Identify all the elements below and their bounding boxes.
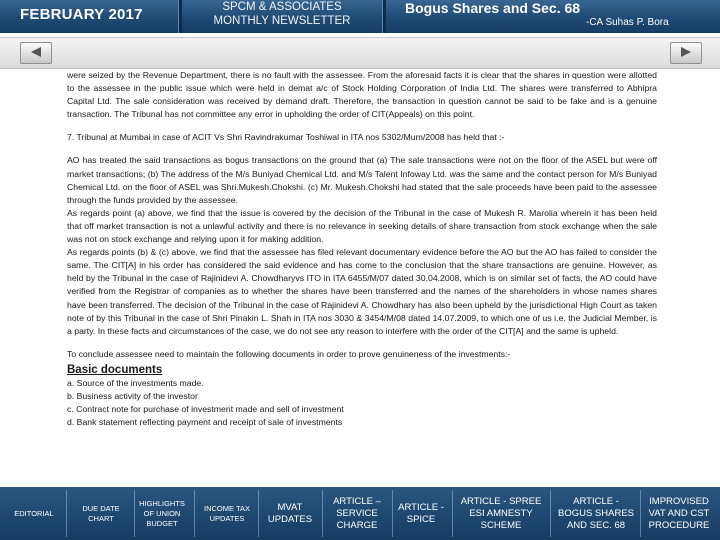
paragraph-mumbai-tribunal: 7. Tribunal at Mumbai in case of ACIT Vs Shri Ravindrakumar Toshiwal in ITA nos 5302/Mum/2008 has held that :- <box>67 132 505 143</box>
firm-name-line1: SPCM & ASSOCIATES <box>222 1 342 13</box>
footer-divider <box>452 490 453 537</box>
newsletter-month: FEBRUARY 2017 <box>20 6 143 23</box>
footer-divider <box>194 490 195 537</box>
footer-link-budget-highlights[interactable]: HIGHLIGHTS OF UNION BUDGET <box>139 498 185 528</box>
footer-link-due-date-chart[interactable]: DUE DATE CHART <box>82 503 120 523</box>
previous-page-button[interactable] <box>20 42 52 64</box>
basic-documents-heading: Basic documents <box>67 363 163 376</box>
footer-divider <box>66 490 67 537</box>
newsletter-header <box>0 0 720 33</box>
paragraph-ao-grounds: AO has treated the said transactions as bogus transactions on the ground that (a) The sale transactions were not on the floor of the ASEL but were off market transactions; (b) The address of the M/s Buniyad Chemical Ltd. and M/s Talent Infoway Ltd. was the same and the contact person for M/s Buniyad Chemical Ltd. on the floor of ASEL was Shri.Mukesh.Chokshi. (c) Mr. Mukesh.Chokshi had stated that the sale proceeds have been paid to the assessee through the funds provided by the assessee. <box>67 155 657 205</box>
paragraph-seizure-conclusion: were seized by the Revenue Department, there is no fault with the assessee. From the aforesaid facts it is clear that the shares in question were allotted to the assessee in the public issue which were held in demat a/c of Stock Holding Corporation of India Ltd. The shares were transferred to Abhipra Capital Ltd. The sale consideration was received by demand draft. Therefore, the transaction in question cannot be said to be fake and is a genuine transaction. The Tribunal has not committee any error in upholding the order of CIT(Appeals) on this point. <box>67 70 657 120</box>
header-divider <box>382 0 386 33</box>
footer-divider <box>258 490 259 537</box>
footer-link-mvat-updates[interactable]: MVAT UPDATES <box>267 501 313 525</box>
list-item: a. Source of the investments made. <box>67 377 204 388</box>
firm-name <box>184 0 380 28</box>
article-title: Bogus Shares and Sec. 68 <box>405 0 581 16</box>
footer-link-esi-amnesty[interactable]: ARTICLE - SPREE ESI AMNESTY SCHEME <box>460 495 542 531</box>
article-body <box>67 69 657 429</box>
footer-divider <box>322 490 323 537</box>
footer-divider <box>392 490 393 537</box>
footer-divider <box>640 490 641 537</box>
list-item: b. Business activity of the investor <box>67 390 198 401</box>
paragraph-points-b-c: As regards points (b) & (c) above, we find that the assessee has filed relevant documentary evidence before the AO but the AO has failed to consider the same. The CIT[A] in his order has considered the said evidence and has come to the conclusion that the share transactions are genuine. However, as held by the Tribunal in the case of Rajinidevi A. Chowdharyvs ITO in ITA 6455/M/07 dated 30.04.2008, which is on similar set of facts, the AO could have verified from the Registrar of companies as to whether the shares have been transferred and the names of the shareholders in whose names shares have been transferred. The decision of the Tribunal in the case of Rajinidevi A. Chowdhary has also been upheld by the jurisdictional High Court as taken note of by this Tribunal in the case of Shri Pinakin L. Shah in ITA nos 3030 & 3454/M/08 dated 14.07.2009, to which one of us i.e. the Judicial Member, is a party. In these facts and circumstances of the case, we do not see any reason to interfere with the order of the CIT[A] and the same is upheld. <box>67 247 657 336</box>
paragraph-conclusion: To conclude assessee need to maintain the following documents in order to prove genuineness of the investments:- <box>67 348 511 359</box>
footer-link-editorial[interactable]: EDITORIAL <box>14 508 54 518</box>
list-item: d. Bank statement reflecting payment and receipt of sale of investments <box>67 417 343 428</box>
list-item: c. Contract note for purchase of investment made and sell of investment <box>67 404 344 415</box>
footer-link-vat-cst-procedure[interactable]: IMPROVISED VAT AND CST PROCEDURE <box>648 495 710 531</box>
paragraph-point-a: As regards point (a) above, we find that the issue is covered by the decision of the Tribunal in the case of Mukesh R. Marolia wherein it has been held that off market transaction is not a unlawful activity and there is no relevance in seeking details of share transaction from stock exchange when the sale was not on stock exchange and relying upon it for making addition. <box>67 207 657 245</box>
navigation-bar <box>0 37 720 69</box>
footer-link-bogus-shares[interactable]: ARTICLE - BOGUS SHARES AND SEC. 68 <box>557 495 635 531</box>
footer-link-income-tax-updates[interactable]: INCOME TAX UPDATES <box>204 503 250 523</box>
article-author: -CA Suhas P. Bora <box>586 17 669 28</box>
footer-navigation <box>0 487 720 540</box>
footer-link-service-charge[interactable]: ARTICLE – SERVICE CHARGE <box>333 495 381 531</box>
next-page-button[interactable] <box>670 42 702 64</box>
footer-divider <box>550 490 551 537</box>
footer-divider <box>134 490 135 537</box>
header-divider <box>178 0 182 33</box>
footer-link-spice[interactable]: ARTICLE - SPICE <box>398 501 444 525</box>
firm-name-line2: MONTHLY NEWSLETTER <box>213 15 351 27</box>
